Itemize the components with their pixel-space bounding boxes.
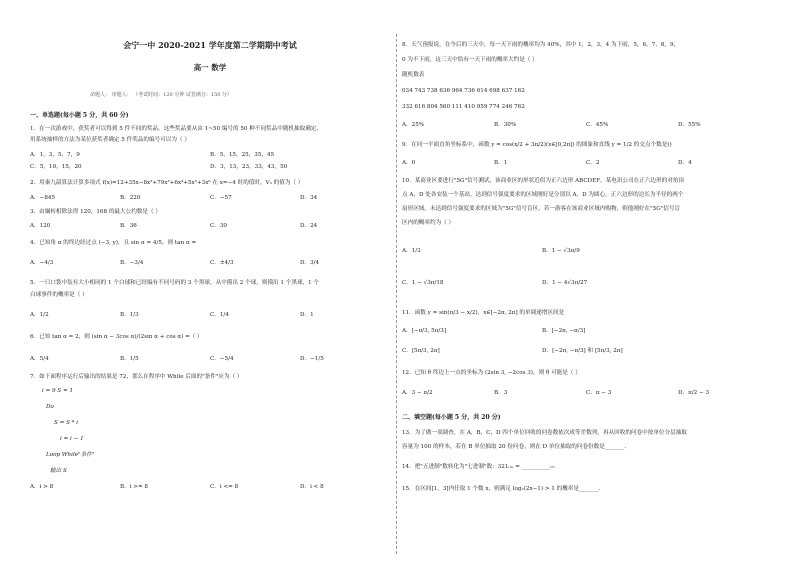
q12-option-a: A．3 − π/2 xyxy=(402,390,433,396)
q3-options xyxy=(30,223,390,230)
q1-options-2 xyxy=(30,164,390,171)
q1-option-d: D．3，13，23，33，43，50 xyxy=(210,164,288,170)
q7-option-c: C．i <= 8 xyxy=(210,484,239,490)
q3-option-d: D．24 xyxy=(300,223,318,229)
q6-option-c: C．−5/4 xyxy=(210,356,234,362)
q5-text-b: 白球事件的概率是（ ） xyxy=(30,292,88,298)
q9-option-d: D．4 xyxy=(678,160,692,166)
q5-option-d: D．1 xyxy=(300,312,314,318)
q8-options xyxy=(402,122,770,129)
q12-option-b: B．3 xyxy=(494,390,508,396)
q11-option-c: C．[5π/3, 2π] xyxy=(402,348,440,354)
code-line-1: i = 9 S = 1 xyxy=(42,388,74,394)
q11-options-2 xyxy=(402,348,722,355)
q4-options xyxy=(30,260,390,267)
q9-options xyxy=(402,160,770,167)
q1-option-b: B．5，15，25，35，45 xyxy=(210,152,275,158)
q2-options xyxy=(30,195,390,202)
q4-option-b: B．−3/4 xyxy=(120,260,144,266)
q12-option-c: C．π − 3 xyxy=(586,390,612,396)
q10-options-2 xyxy=(402,280,722,287)
section-single-choice: 一、单选题(每小题 5 分，共 60 分) xyxy=(30,112,129,119)
q12-options xyxy=(402,390,770,397)
q8-random-row-2: 332 616 804 560 111 410 959 774 246 762 xyxy=(402,104,525,110)
q7-text: 7．如下面程序运行后输出的结果是 72，那么在程序中 While 后面的"条件"应为（ ） xyxy=(30,374,243,380)
q10-option-b: B．1 − √3π/9 xyxy=(542,248,580,254)
q11-text: 11．函数 y = sin(π/3 − x/2)，x∈[−2π, 2π] 的单调递增区间是 xyxy=(402,310,565,316)
q10-text-b: 点 A，D 处各安装一个基站，达到信号强度要求的区域刚好是分别以 A，D 为圆心，正六边形的边长为半径的两个 xyxy=(402,192,684,198)
q6-option-a: A．5/4 xyxy=(30,356,49,362)
q6-option-d: D．−1/5 xyxy=(300,356,324,362)
q4-option-a: A．−4/3 xyxy=(30,260,54,266)
code-line-2: Do xyxy=(46,404,54,410)
q7-option-d: D．i < 8 xyxy=(300,484,324,490)
code-line-3: S = S * i xyxy=(54,420,79,426)
q11-option-a: A．[−π/3, 5π/3] xyxy=(402,328,447,334)
q9-option-a: A．0 xyxy=(402,160,416,166)
q6-text: 6．已知 tan α = 2，则 (sin α − 3cos α)/(2sin α + cos α) =（ ） xyxy=(30,334,203,340)
q10-text-a: 10．某商业区要进行"5G"信号测试，该商业区的形状近似为正六边形 ABCDEF，某电讯公司在正六边形的对角顶 xyxy=(402,178,684,184)
q10-option-a: A．1/3 xyxy=(402,248,421,254)
q1-options xyxy=(30,152,390,159)
q8-option-a: A．25% xyxy=(402,122,425,128)
q5-options xyxy=(30,312,390,319)
q2-option-a: A．−845 xyxy=(30,195,55,201)
q8-option-b: B．30% xyxy=(494,122,517,128)
q3-text: 3．由辗转相除法得 120，168 的最大公约数是（ ） xyxy=(30,209,161,215)
q7-options xyxy=(30,484,390,491)
q10-options xyxy=(402,248,722,255)
q4-text: 4．已知角 α 的终边经过点 (−3, y)，且 sin α = 4/5，则 tan α = xyxy=(30,240,197,246)
q8-option-c: C．45% xyxy=(586,122,609,128)
q11-option-b: B．[−2π, −π/3] xyxy=(542,328,586,334)
q2-option-c: C．−57 xyxy=(210,195,232,201)
q1-text-a: 1．在一次游戏中，获奖者可以得到 5 件不同的奖品，这些奖品要从由 1~50 编号的 50 种不同奖品中随机抽取确定， xyxy=(30,126,322,132)
q10-option-c: C．1 − √3π/18 xyxy=(402,280,444,286)
q8-table-title: 随机数表 xyxy=(402,72,425,78)
q8-text-a: 8．天气预报说，在今后的三天中，每一天下雨的概率均为 40%，其中 1，2，3，4 为下雨，5，6，7，8，9， xyxy=(402,42,680,48)
q15-text: 15．在区间[1，3]内任取 1 个数 x，则满足 log₂(2x−1) > 1 的概率是_______. xyxy=(402,486,601,492)
q9-option-b: B．1 xyxy=(494,160,508,166)
q5-option-a: A．1/2 xyxy=(30,312,49,318)
q12-option-d: D．π/2 − 3 xyxy=(678,390,710,396)
q7-option-a: A．i > 8 xyxy=(30,484,54,490)
q13-text-b: 容量为 100 的样本，若在 B 单位抽取 20 份问卷，则在 D 单位抽取的问卷份数是_______. xyxy=(402,444,627,450)
q4-option-c: C．±4/3 xyxy=(210,260,234,266)
exam-meta: 命题人： 审题人： （考试时间：120 分钟 试卷满分：150 分） xyxy=(90,92,233,98)
q8-text-b: 0 为不下雨，这三天中恰有一天下雨的概率大约是（ ） xyxy=(402,57,538,63)
q1-option-c: C．5，10，15，20 xyxy=(30,164,82,170)
code-line-4: i = i − 1 xyxy=(60,436,84,442)
q6-option-b: B．1/5 xyxy=(120,356,139,362)
q7-option-b: B．i >= 8 xyxy=(120,484,148,490)
q13-text-a: 13．为了做一项调查，在 A，B，C，D 四个单位回收的问卷数依次成等差数列，再从回收的问卷中按单位分层抽取 xyxy=(402,430,687,436)
q5-option-b: B．1/3 xyxy=(120,312,139,318)
q3-option-b: B．36 xyxy=(120,223,137,229)
section-fill-in: 二、填空题(每小题 5 分，共 20 分) xyxy=(402,414,501,421)
q3-option-a: A．120 xyxy=(30,223,51,229)
q12-text: 12．已知 θ 终边上一点的坐标为 (2sin 3, −2cos 3)，则 θ 可能是（ ） xyxy=(402,370,581,376)
q9-option-c: C．2 xyxy=(586,160,600,166)
q6-options xyxy=(30,356,390,363)
q1-text-b: 用系统抽样的方法为某位获奖者确定 5 件奖品的编号可以为（ ） xyxy=(30,137,190,143)
q2-option-b: B．220 xyxy=(120,195,141,201)
q3-option-c: C．30 xyxy=(210,223,227,229)
code-line-5: Loop While"条件" xyxy=(46,452,95,458)
q10-option-d: D．1 − 4√3π/27 xyxy=(542,280,588,286)
q2-option-d: D．34 xyxy=(300,195,318,201)
q8-option-d: D．55% xyxy=(678,122,701,128)
q4-option-d: D．3/4 xyxy=(300,260,320,266)
q1-option-a: A．1，3，5，7，9 xyxy=(30,152,80,158)
q10-text-d: 区内的概率约为（ ） xyxy=(402,220,455,226)
q10-text-c: 扇形区域。未达到信号强度要求的区域为"5G"信号盲区，若一游客在该商业区域内购物，则他刚好在"5G"信号盲 xyxy=(402,206,681,212)
exam-title: 会宁一中 2020-2021 学年度第二学期期中考试 xyxy=(123,40,297,50)
q5-text-a: 5．一只口袋中装有大小相同的 1 个白球和已经编有不同号码的 3 个黑球，从中摸出 2 个球，则摸出 1 个黑球，1 个 xyxy=(30,280,320,286)
q5-option-c: C．1/4 xyxy=(210,312,229,318)
q14-text: 14．把"五进制"数转化为"七进制"数：321₍₅₎ = __________₍₇₎ xyxy=(402,464,555,470)
q9-text: 9．在同一平面直角坐标系中，函数 y = cos(x/2 + 3π/2)(x∈[0,2π]) 的图象和直线 y = 1/2 的交点个数是() xyxy=(402,142,672,148)
code-line-6: 输出 S xyxy=(50,468,67,474)
column-divider xyxy=(396,34,397,554)
exam-subtitle: 高一 数学 xyxy=(193,63,227,72)
q11-option-d: D．[−2π, −π/3] 和 [5π/3, 2π] xyxy=(542,348,623,354)
q11-options xyxy=(402,328,722,335)
q8-random-row-1: 034 743 738 636 964 736 614 698 637 162 xyxy=(402,88,525,94)
q2-text: 2．用秦九韶算法计算多项式 f(x)=12+35x−8x²+79x³+6x⁴+5x⁵+3x⁶ 在 x=−4 时的值时，V₃ 的值为（ ） xyxy=(30,180,304,186)
